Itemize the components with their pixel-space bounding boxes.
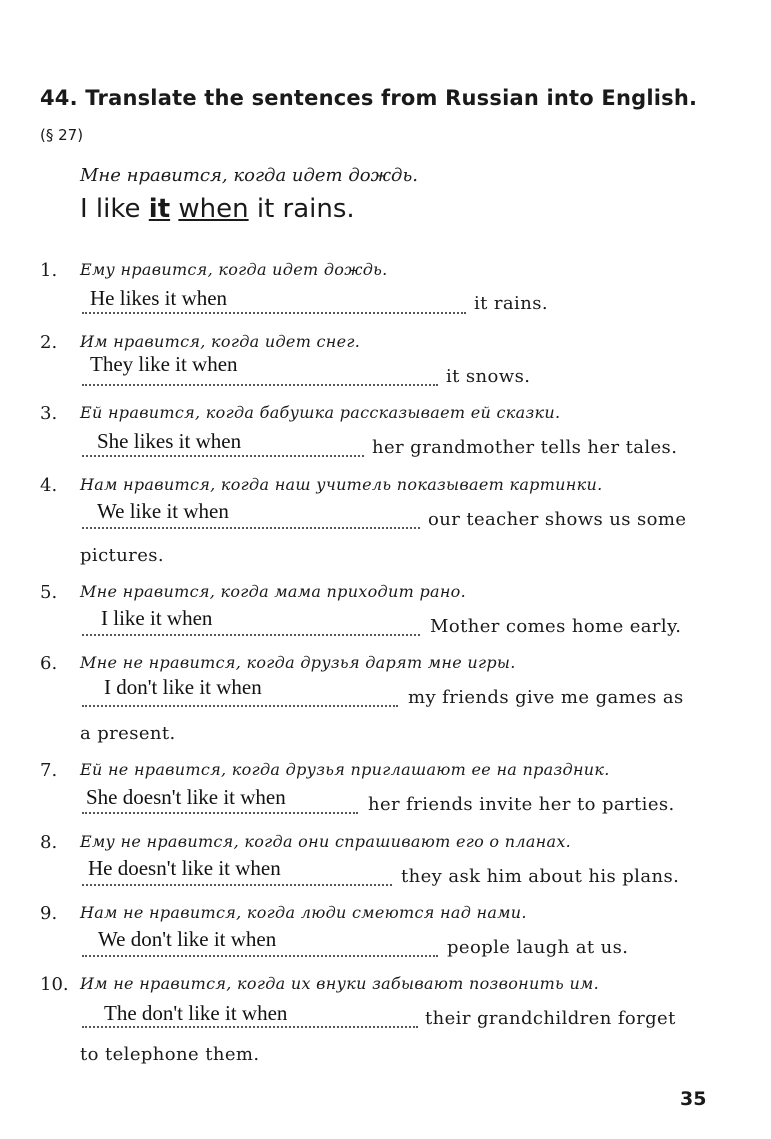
answer-line	[82, 384, 438, 386]
item-number: 7.	[40, 760, 58, 781]
item-continuation: it snows.	[446, 366, 531, 387]
item-continuation: our teacher shows us some	[428, 509, 687, 530]
answer-line	[82, 634, 420, 636]
item-number: 9.	[40, 903, 58, 924]
handwritten-answer: He likes it when	[90, 286, 228, 310]
item-russian: Мне нравится, когда мама приходит рано.	[80, 582, 466, 601]
item-russian: Ей не нравится, когда друзья приглашают ее на праздник.	[80, 760, 610, 779]
item-number: 8.	[40, 832, 58, 853]
answer-line	[82, 884, 392, 886]
item-number: 1.	[40, 260, 58, 281]
item-continuation-line2: to telephone them.	[80, 1044, 260, 1065]
answer-line	[82, 312, 466, 314]
example-part2: it rains.	[248, 194, 355, 224]
item-continuation: Mother comes home early.	[430, 616, 682, 637]
handwritten-answer: She doesn't like it when	[86, 785, 286, 809]
answer-line	[82, 455, 364, 457]
item-russian: Ему нравится, когда идет дождь.	[80, 260, 388, 279]
item-russian: Ей нравится, когда бабушка рассказывает ей сказки.	[80, 403, 561, 422]
example-when: when	[178, 194, 249, 224]
handwritten-answer: I don't like it when	[104, 675, 262, 699]
page-number: 35	[680, 1088, 707, 1110]
item-continuation: her friends invite her to parties.	[368, 794, 675, 815]
item-russian: Ему не нравится, когда они спрашивают его о планах.	[80, 832, 572, 851]
handwritten-answer: The don't like it when	[104, 1001, 288, 1025]
handwritten-answer: They like it when	[90, 352, 238, 376]
item-russian: Нам нравится, когда наш учитель показывает картинки.	[80, 475, 603, 494]
answer-line	[82, 1026, 418, 1028]
item-number: 2.	[40, 332, 58, 353]
answer-line	[82, 812, 358, 814]
answer-line	[82, 705, 398, 707]
answer-line	[82, 955, 438, 957]
item-continuation-line2: a present.	[80, 723, 176, 744]
example-english	[80, 194, 355, 224]
item-russian: Мне не нравится, когда друзья дарят мне игры.	[80, 653, 516, 672]
item-continuation: it rains.	[474, 293, 548, 314]
handwritten-answer: He doesn't like it when	[88, 856, 281, 880]
item-russian: Им нравится, когда идет снег.	[80, 332, 361, 351]
item-continuation: their grandchildren forget	[425, 1008, 676, 1029]
item-number: 10.	[40, 974, 69, 995]
handwritten-answer: We like it when	[97, 499, 229, 523]
section-reference: (§ 27)	[40, 126, 84, 144]
item-russian: Нам не нравится, когда люди смеются над нами.	[80, 903, 527, 922]
item-continuation-line2: pictures.	[80, 545, 165, 566]
example-part1: I like	[80, 194, 149, 224]
item-number: 5.	[40, 582, 58, 603]
handwritten-answer: She likes it when	[97, 429, 242, 453]
handwritten-answer: I like it when	[101, 606, 213, 630]
item-number: 4.	[40, 475, 58, 496]
item-continuation: her grandmother tells her tales.	[372, 437, 678, 458]
item-continuation: people laugh at us.	[447, 937, 629, 958]
item-russian: Им не нравится, когда их внуки забывают позвонить им.	[80, 974, 600, 993]
answer-line	[82, 527, 420, 529]
example-russian: Мне нравится, когда идет дождь.	[80, 165, 418, 186]
item-continuation: they ask him about his plans.	[401, 866, 680, 887]
example-it: it	[148, 194, 171, 224]
item-continuation: my friends give me games as	[408, 687, 684, 708]
item-number: 3.	[40, 403, 58, 424]
handwritten-answer: We don't like it when	[98, 927, 277, 951]
exercise-title: 44. Translate the sentences from Russian into English.	[40, 86, 698, 110]
item-number: 6.	[40, 653, 58, 674]
